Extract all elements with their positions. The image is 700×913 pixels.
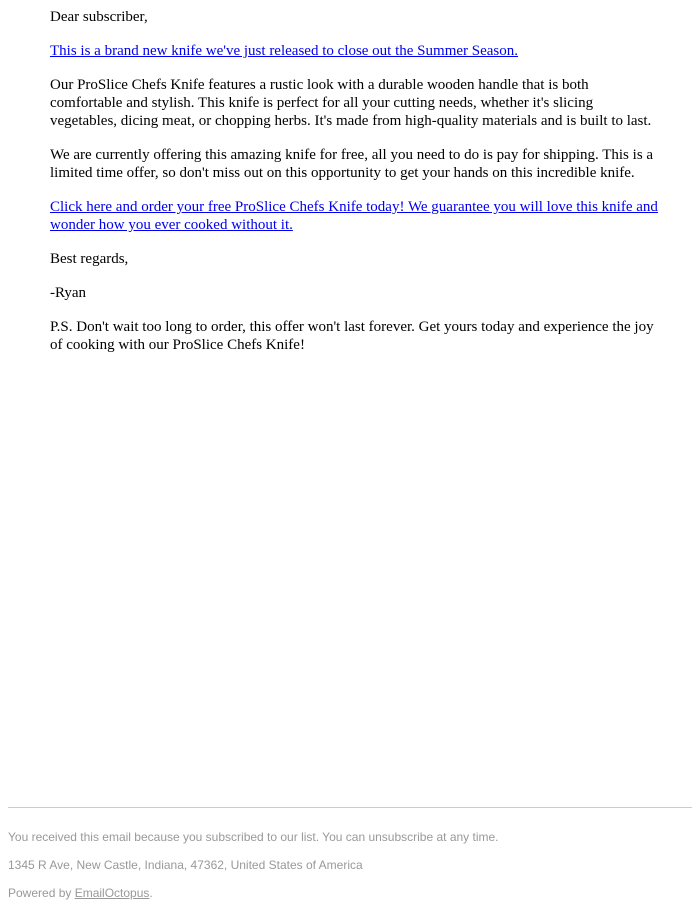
cta-paragraph (50, 198, 660, 234)
mailing-address: 1345 R Ave, New Castle, Indiana, 47362, United States of America (8, 858, 363, 872)
email-footer (8, 807, 692, 900)
powered-by-prefix: Powered by (8, 886, 75, 900)
greeting: Dear subscriber, (50, 9, 148, 25)
powered-by-suffix: . (149, 886, 153, 900)
order-link[interactable]: Click here and order your free ProSlice Chefs Knife today! We guarantee you will love this knife and wonder how you ever cooked without it. (50, 199, 658, 233)
email-body (50, 0, 660, 370)
powered-by (8, 886, 692, 900)
intro-link[interactable]: This is a brand new knife we've just released to close out the Summer Season. (50, 43, 519, 59)
subscription-notice: You received this email because you subscribed to our list. You can unsubscribe at any time. (8, 830, 499, 844)
intro-paragraph (50, 42, 660, 60)
signature: -Ryan (50, 285, 87, 301)
emailoctopus-link[interactable]: EmailOctopus (74, 886, 150, 900)
postscript: P.S. Don't wait too long to order, this offer won't last forever. Get yours today and experience the joy of cooking with our ProSlice Chefs Knife! (50, 319, 654, 353)
closing: Best regards, (50, 251, 129, 267)
offer-paragraph: We are currently offering this amazing knife for free, all you need to do is pay for shipping. This is a limited time offer, so don't miss out on this opportunity to get your hands on this incredible knife. (50, 147, 654, 181)
product-description: Our ProSlice Chefs Knife features a rustic look with a durable wooden handle that is both comfortable and stylish. This knife is perfect for all your cutting needs, whether it's slicing vegetables, dicing meat, or chopping herbs. It's made from high-quality materials and is built to last. (50, 77, 652, 129)
